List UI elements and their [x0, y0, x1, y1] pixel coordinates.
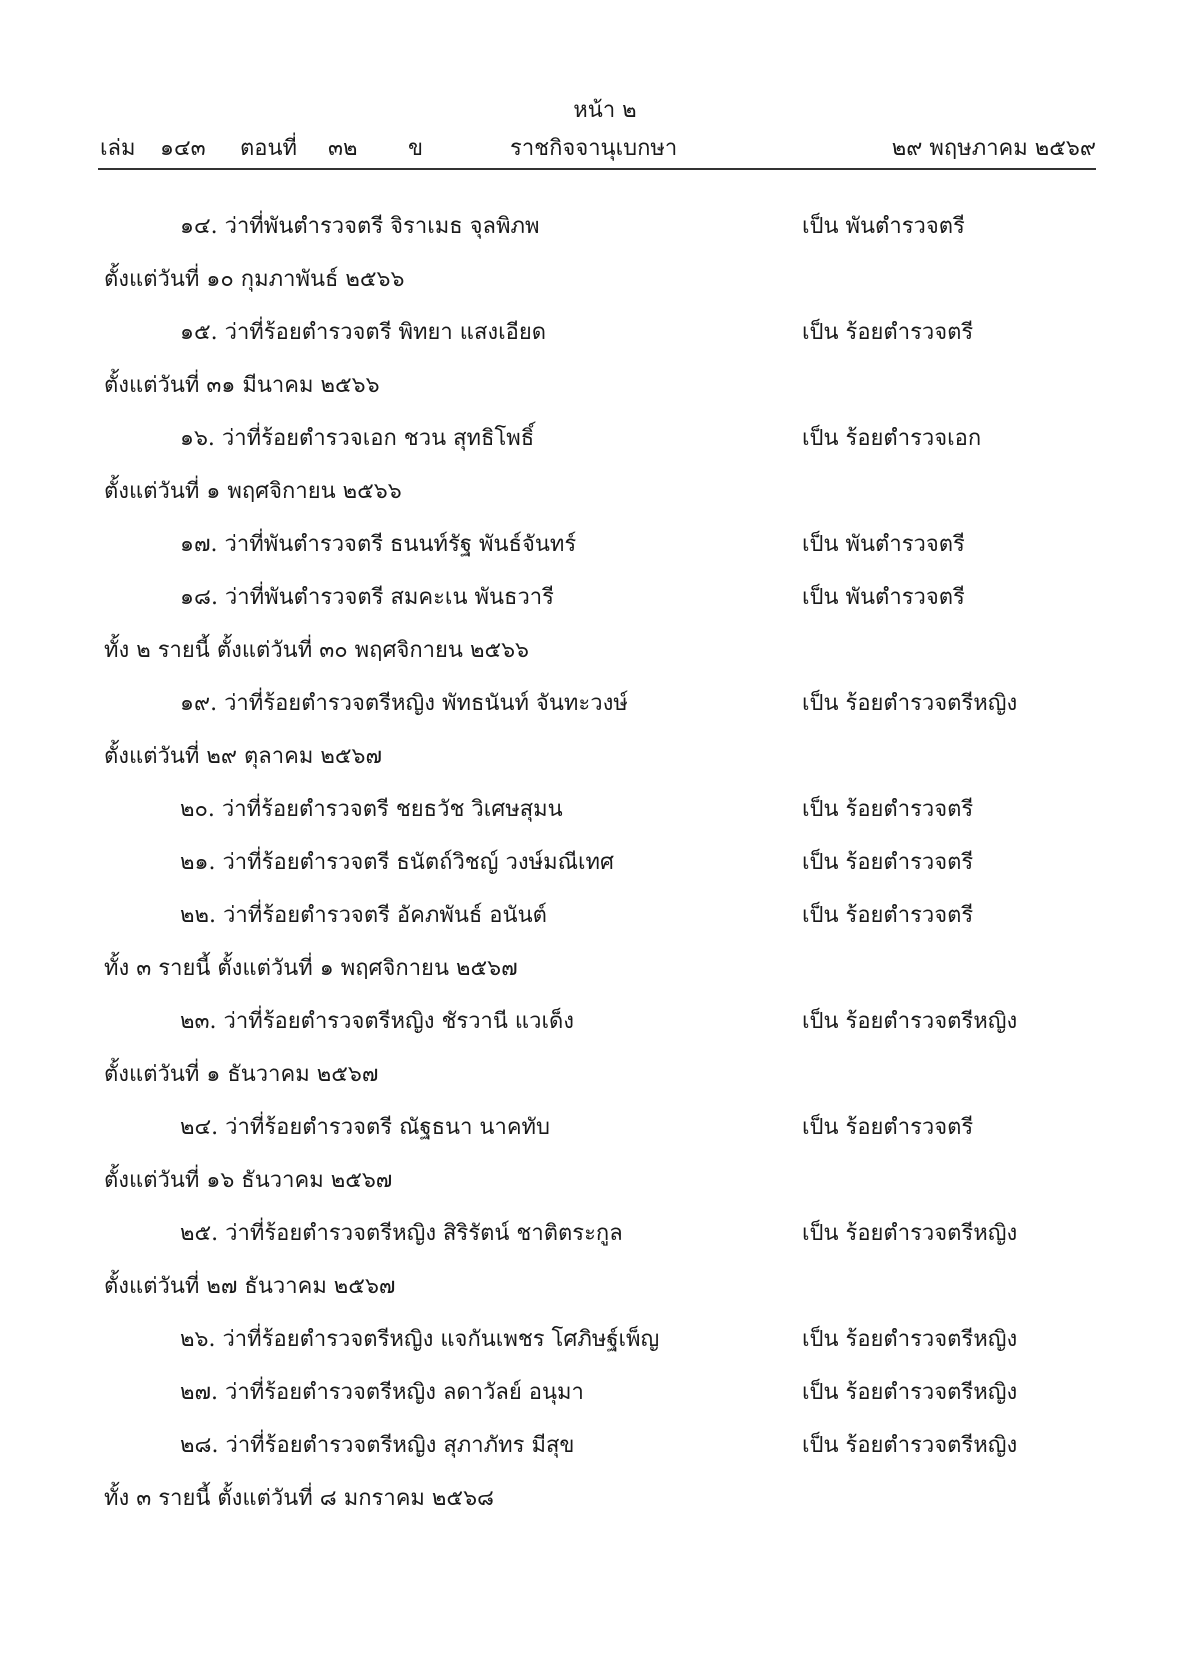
appointed-rank: เป็น พันตำรวจตรี [802, 532, 965, 557]
appointment-entry [0, 1205, 1200, 1258]
appointment-entry [0, 993, 1200, 1046]
appointee-text: ๒๓. ว่าที่ร้อยตำรวจตรีหญิง ชัรวานี แวเด็ง [180, 1009, 575, 1034]
part-label: ตอนที่ [240, 136, 298, 161]
effective-date-text: ตั้งแต่วันที่ ๒๙ ตุลาคม ๒๕๖๗ [104, 744, 382, 769]
appointed-rank: เป็น ร้อยตำรวจตรีหญิง [802, 1221, 1018, 1246]
effective-date-line [0, 622, 1200, 675]
effective-date-line [0, 1046, 1200, 1099]
appointment-entry [0, 1364, 1200, 1417]
appointed-rank: เป็น ร้อยตำรวจตรีหญิง [802, 691, 1018, 716]
appointee-text: ๒๑. ว่าที่ร้อยตำรวจตรี ธนัตถ์วิชญ์ วงษ์มณีเทศ [180, 850, 614, 875]
appointment-entry [0, 304, 1200, 357]
publication-date: ๒๙ พฤษภาคม ๒๕๖๙ [891, 136, 1096, 161]
appointed-rank: เป็น ร้อยตำรวจตรีหญิง [802, 1380, 1018, 1405]
effective-date-line [0, 357, 1200, 410]
appointment-entry [0, 1099, 1200, 1152]
appointment-entry [0, 198, 1200, 251]
effective-date-text: ทั้ง ๒ รายนี้ ตั้งแต่วันที่ ๓๐ พฤศจิกายน ๒๕๖๖ [104, 638, 530, 663]
appointed-rank: เป็น ร้อยตำรวจตรีหญิง [802, 1433, 1018, 1458]
appointed-rank: เป็น ร้อยตำรวจตรี [802, 320, 974, 345]
appointee-text: ๒๖. ว่าที่ร้อยตำรวจตรีหญิง แจกันเพชร โศภิษฐ์เพ็ญ [180, 1327, 660, 1352]
appointment-entry [0, 834, 1200, 887]
appointment-entry [0, 1417, 1200, 1470]
effective-date-text: ตั้งแต่วันที่ ๒๗ ธันวาคม ๒๕๖๗ [104, 1274, 396, 1299]
header-divider [98, 168, 1096, 170]
effective-date-line [0, 251, 1200, 304]
appointment-entry [0, 516, 1200, 569]
appointment-entry [0, 1311, 1200, 1364]
volume-label: เล่ม [100, 136, 136, 161]
appointment-entry [0, 781, 1200, 834]
effective-date-line [0, 1152, 1200, 1205]
appointment-entry [0, 887, 1200, 940]
effective-date-text: ตั้งแต่วันที่ ๓๑ มีนาคม ๒๕๖๖ [104, 373, 380, 398]
effective-date-line [0, 728, 1200, 781]
appointee-text: ๒๕. ว่าที่ร้อยตำรวจตรีหญิง สิริรัตน์ ชาติตระกูล [180, 1221, 623, 1246]
appointment-list [0, 198, 1200, 1523]
appointee-text: ๒๔. ว่าที่ร้อยตำรวจตรี ณัฐธนา นาคทับ [180, 1115, 551, 1140]
appointee-text: ๑๔. ว่าที่พันตำรวจตรี จิราเมธ จุลพิภพ [180, 214, 540, 239]
appointee-text: ๑๗. ว่าที่พันตำรวจตรี ธนนท์รัฐ พันธ์จันทร์ [180, 532, 577, 557]
appointee-text: ๑๕. ว่าที่ร้อยตำรวจตรี พิทยา แสงเอียด [180, 320, 547, 345]
appointed-rank: เป็น ร้อยตำรวจตรี [802, 1115, 974, 1140]
appointed-rank: เป็น ร้อยตำรวจตรี [802, 903, 974, 928]
effective-date-text: ตั้งแต่วันที่ ๑๐ กุมภาพันธ์ ๒๕๖๖ [104, 267, 405, 292]
effective-date-line [0, 1470, 1200, 1523]
effective-date-text: ตั้งแต่วันที่ ๑๖ ธันวาคม ๒๕๖๗ [104, 1168, 393, 1193]
appointee-text: ๑๘. ว่าที่พันตำรวจตรี สมคะเน พันธวารี [180, 585, 554, 610]
appointed-rank: เป็น ร้อยตำรวจเอก [802, 426, 982, 451]
effective-date-line [0, 940, 1200, 993]
effective-date-text: ตั้งแต่วันที่ ๑ พฤศจิกายน ๒๕๖๖ [104, 479, 402, 504]
appointee-text: ๒๐. ว่าที่ร้อยตำรวจตรี ชยธวัช วิเศษสุมน [180, 797, 563, 822]
gazette-header [100, 130, 1096, 164]
appointee-text: ๑๙. ว่าที่ร้อยตำรวจตรีหญิง พัทธนันท์ จันทะวงษ์ [180, 691, 628, 716]
volume-number: ๑๔๓ [160, 136, 206, 161]
appointee-text: ๒๘. ว่าที่ร้อยตำรวจตรีหญิง สุภาภัทร มีสุข [180, 1433, 575, 1458]
appointee-text: ๑๖. ว่าที่ร้อยตำรวจเอก ชวน สุทธิโพธิ์ [180, 426, 535, 451]
appointment-entry [0, 569, 1200, 622]
appointee-text: ๒๒. ว่าที่ร้อยตำรวจตรี อัคภพันธ์ อนันต์ [180, 903, 547, 928]
page-number: หน้า ๒ [573, 98, 637, 123]
appointed-rank: เป็น ร้อยตำรวจตรีหญิง [802, 1009, 1018, 1034]
effective-date-text: ทั้ง ๓ รายนี้ ตั้งแต่วันที่ ๑ พฤศจิกายน ๒๕๖๗ [104, 956, 518, 981]
effective-date-line [0, 1258, 1200, 1311]
part-number: ๓๒ [328, 136, 358, 161]
effective-date-line [0, 463, 1200, 516]
appointed-rank: เป็น ร้อยตำรวจตรีหญิง [802, 1327, 1018, 1352]
appointment-entry [0, 410, 1200, 463]
appointed-rank: เป็น พันตำรวจตรี [802, 585, 965, 610]
appointed-rank: เป็น พันตำรวจตรี [802, 214, 965, 239]
appointed-rank: เป็น ร้อยตำรวจตรี [802, 850, 974, 875]
effective-date-text: ตั้งแต่วันที่ ๑ ธันวาคม ๒๕๖๗ [104, 1062, 379, 1087]
effective-date-text: ทั้ง ๓ รายนี้ ตั้งแต่วันที่ ๘ มกราคม ๒๕๖๘ [104, 1486, 495, 1511]
appointment-entry [0, 675, 1200, 728]
appointed-rank: เป็น ร้อยตำรวจตรี [802, 797, 974, 822]
section-letter: ข [408, 136, 424, 161]
appointee-text: ๒๗. ว่าที่ร้อยตำรวจตรีหญิง ลดาวัลย์ อนุมา [180, 1380, 584, 1405]
gazette-name: ราชกิจจานุเบกษา [510, 136, 678, 161]
